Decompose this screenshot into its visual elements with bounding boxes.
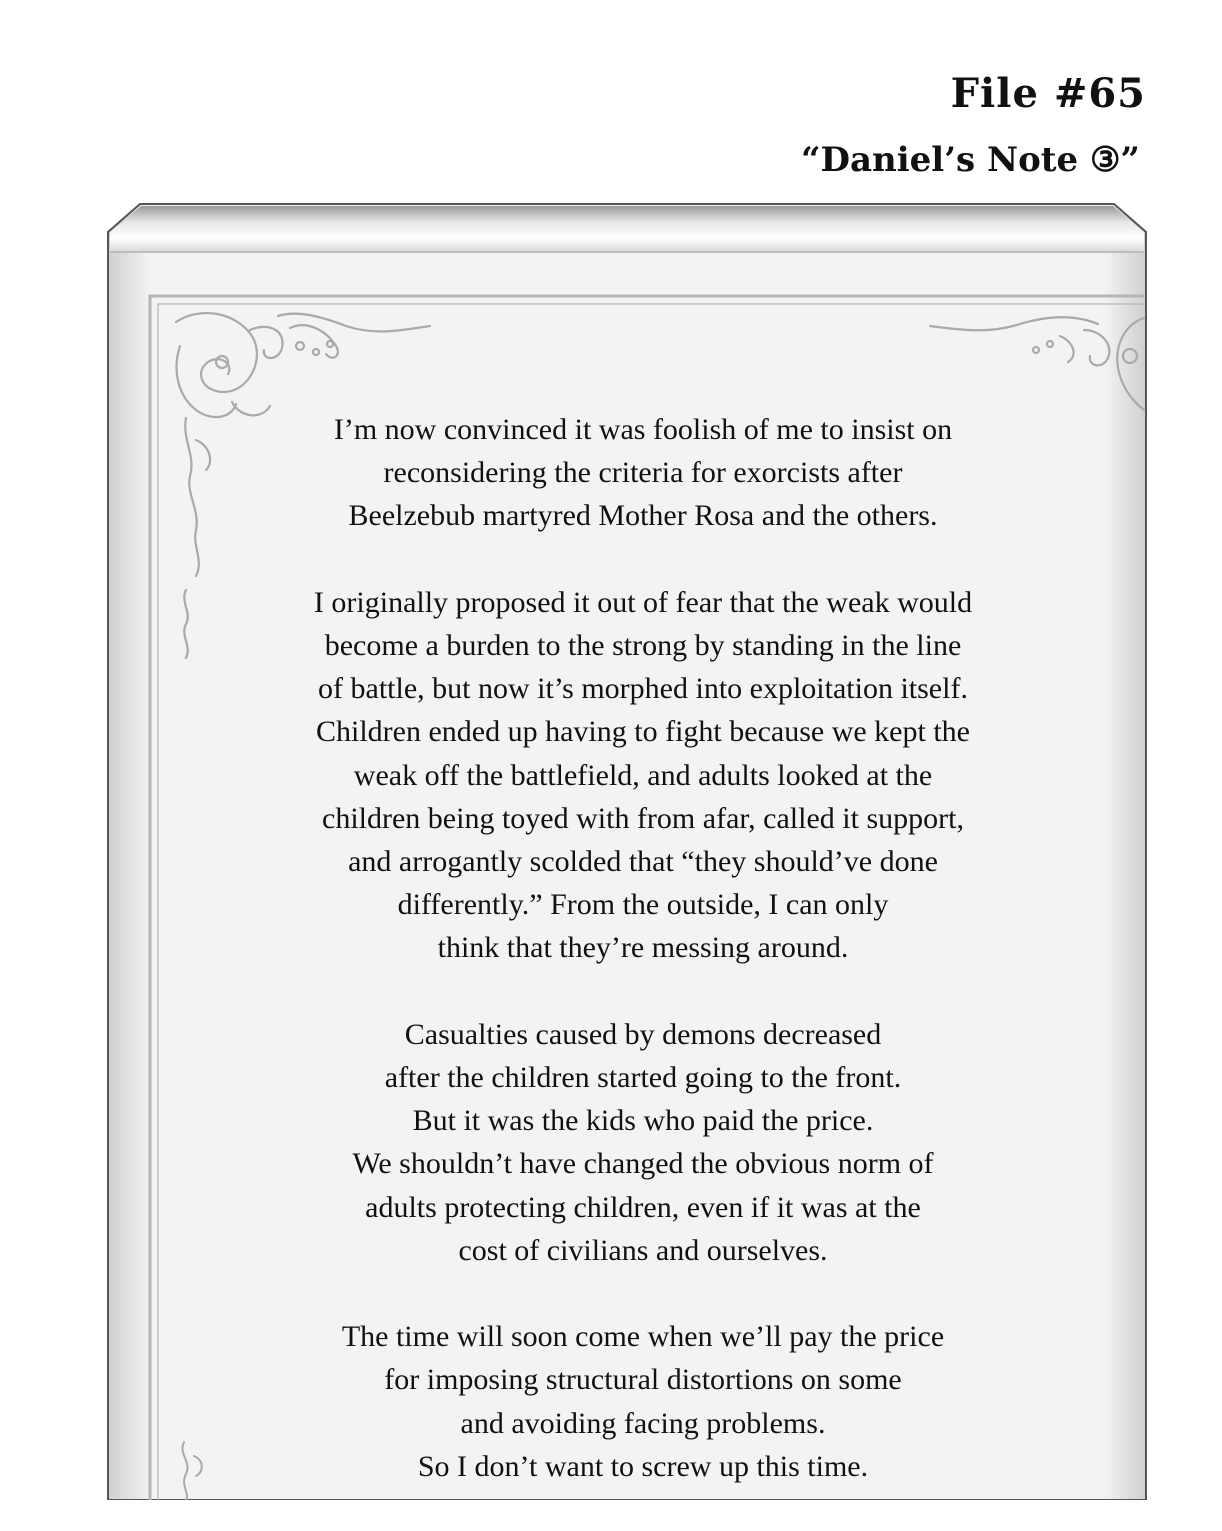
note-line: The time will soon come when we’ll pay the price xyxy=(341,1320,945,1354)
note-line: So I don’t want to screw up this time. xyxy=(417,1449,869,1483)
note-line: for imposing structural distortions on some xyxy=(384,1363,902,1397)
note-paragraph xyxy=(270,1013,1016,1272)
note-line: and avoiding facing problems. xyxy=(460,1406,826,1440)
note-line: adults protecting children, even if it was at the xyxy=(365,1190,921,1224)
note-line: But it was the kids who paid the price. xyxy=(412,1104,874,1138)
note-paragraph xyxy=(270,408,1016,538)
note-title-heading: “Daniel’s Note ③” xyxy=(800,140,1140,180)
note-line: I’m now convinced it was foolish of me to insist on xyxy=(333,413,953,446)
note-line: differently.” From the outside, I can only xyxy=(397,888,889,922)
note-line: and arrogantly scolded that “they should’ve done xyxy=(348,845,938,879)
note-line: after the children started going to the front. xyxy=(384,1061,902,1095)
note-paragraph xyxy=(270,1315,1016,1488)
note-body xyxy=(270,408,1016,1531)
note-line: weak off the battlefield, and adults looked at the xyxy=(353,758,933,792)
note-line: Beelzebub martyred Mother Rosa and the others. xyxy=(348,499,938,533)
note-line: of battle, but now it’s morphed into exploitation itself. xyxy=(318,672,968,706)
note-paragraph xyxy=(270,581,1016,970)
note-line: children being toyed with from afar, called it support, xyxy=(322,801,964,835)
note-line: Children ended up having to fight because we kept the xyxy=(316,715,970,749)
note-line: reconsidering the criteria for exorcists after xyxy=(383,456,903,490)
note-line: cost of civilians and ourselves. xyxy=(458,1233,828,1267)
note-line: think that they’re messing around. xyxy=(437,931,849,965)
note-line: become a burden to the strong by standing in the line xyxy=(324,629,962,662)
file-number-heading: File #65 xyxy=(950,70,1146,117)
note-line: I originally proposed it out of fear that the weak would xyxy=(313,585,973,619)
note-line: Casualties caused by demons decreased xyxy=(404,1017,882,1051)
note-line: We shouldn’t have changed the obvious norm of xyxy=(352,1147,934,1181)
